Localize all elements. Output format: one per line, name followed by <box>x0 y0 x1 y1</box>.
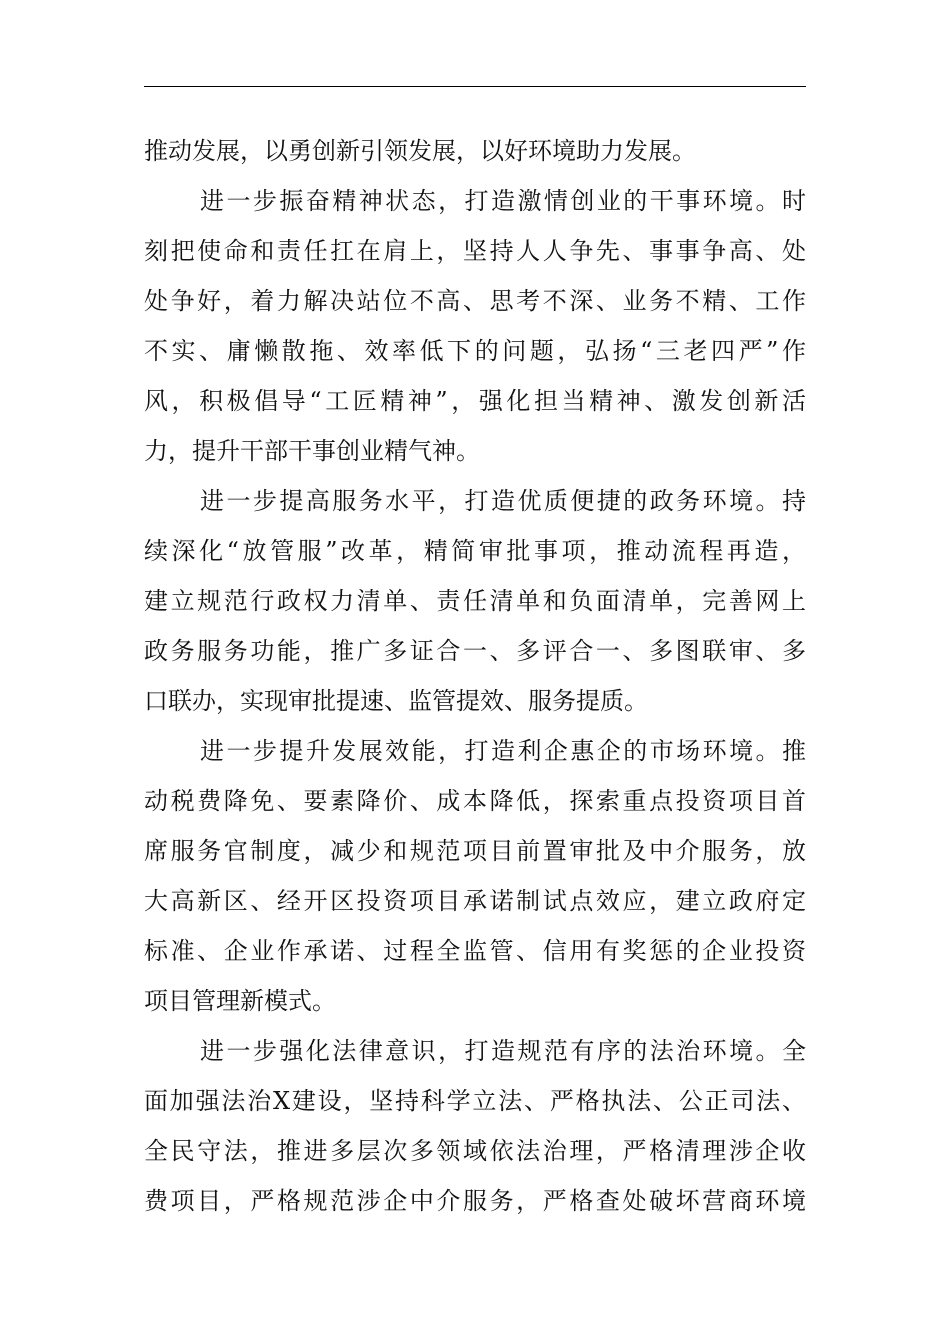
text-line-17: 标准、企业作承诺、过程全监管、信用有奖惩的企业投资 <box>144 937 806 965</box>
text-line-7: 力，提升干部干事创业精气神。 <box>144 437 480 465</box>
text-line-14: 动税费降免、要素降价、成本降低，探索重点投资项目首 <box>144 787 806 815</box>
text-line-12: 口联办，实现审批提速、监管提效、服务提质。 <box>144 687 648 715</box>
text-line-2: 进一步振奋精神状态，打造激情创业的干事环境。时 <box>200 187 806 215</box>
text-line-9: 续深化“放管服”改革，精简审批事项，推动流程再造， <box>144 537 806 565</box>
text-line-20: 面加强法治X建设，坚持科学立法、严格执法、公正司法、 <box>144 1087 806 1115</box>
text-line-4: 处争好，着力解决站位不高、思考不深、业务不精、工作 <box>144 287 806 315</box>
text-line-18: 项目管理新模式。 <box>144 987 336 1015</box>
text-line-15: 席服务官制度，减少和规范项目前置审批及中介服务，放 <box>144 837 806 865</box>
text-line-6: 风，积极倡导“工匠精神”，强化担当精神、激发创新活 <box>144 387 806 415</box>
text-line-8: 进一步提高服务水平，打造优质便捷的政务环境。持 <box>200 487 806 515</box>
text-line-5: 不实、庸懒散拖、效率低下的问题，弘扬“三老四严”作 <box>144 337 806 365</box>
text-line-10: 建立规范行政权力清单、责任清单和负面清单，完善网上 <box>144 587 806 615</box>
text-line-21: 全民守法，推进多层次多领域依法治理，严格清理涉企收 <box>144 1137 806 1165</box>
text-line-3: 刻把使命和责任扛在肩上，坚持人人争先、事事争高、处 <box>144 237 806 265</box>
text-line-11: 政务服务功能，推广多证合一、多评合一、多图联审、多 <box>144 637 806 665</box>
text-line-22: 费项目，严格规范涉企中介服务，严格查处破坏营商环境 <box>144 1187 806 1215</box>
header-rule <box>144 86 806 87</box>
text-line-16: 大高新区、经开区投资项目承诺制试点效应，建立政府定 <box>144 887 806 915</box>
text-line-13: 进一步提升发展效能，打造利企惠企的市场环境。推 <box>200 737 806 765</box>
text-line-19: 进一步强化法律意识，打造规范有序的法治环境。全 <box>200 1037 806 1065</box>
text-line-1: 推动发展，以勇创新引领发展，以好环境助力发展。 <box>144 137 696 165</box>
